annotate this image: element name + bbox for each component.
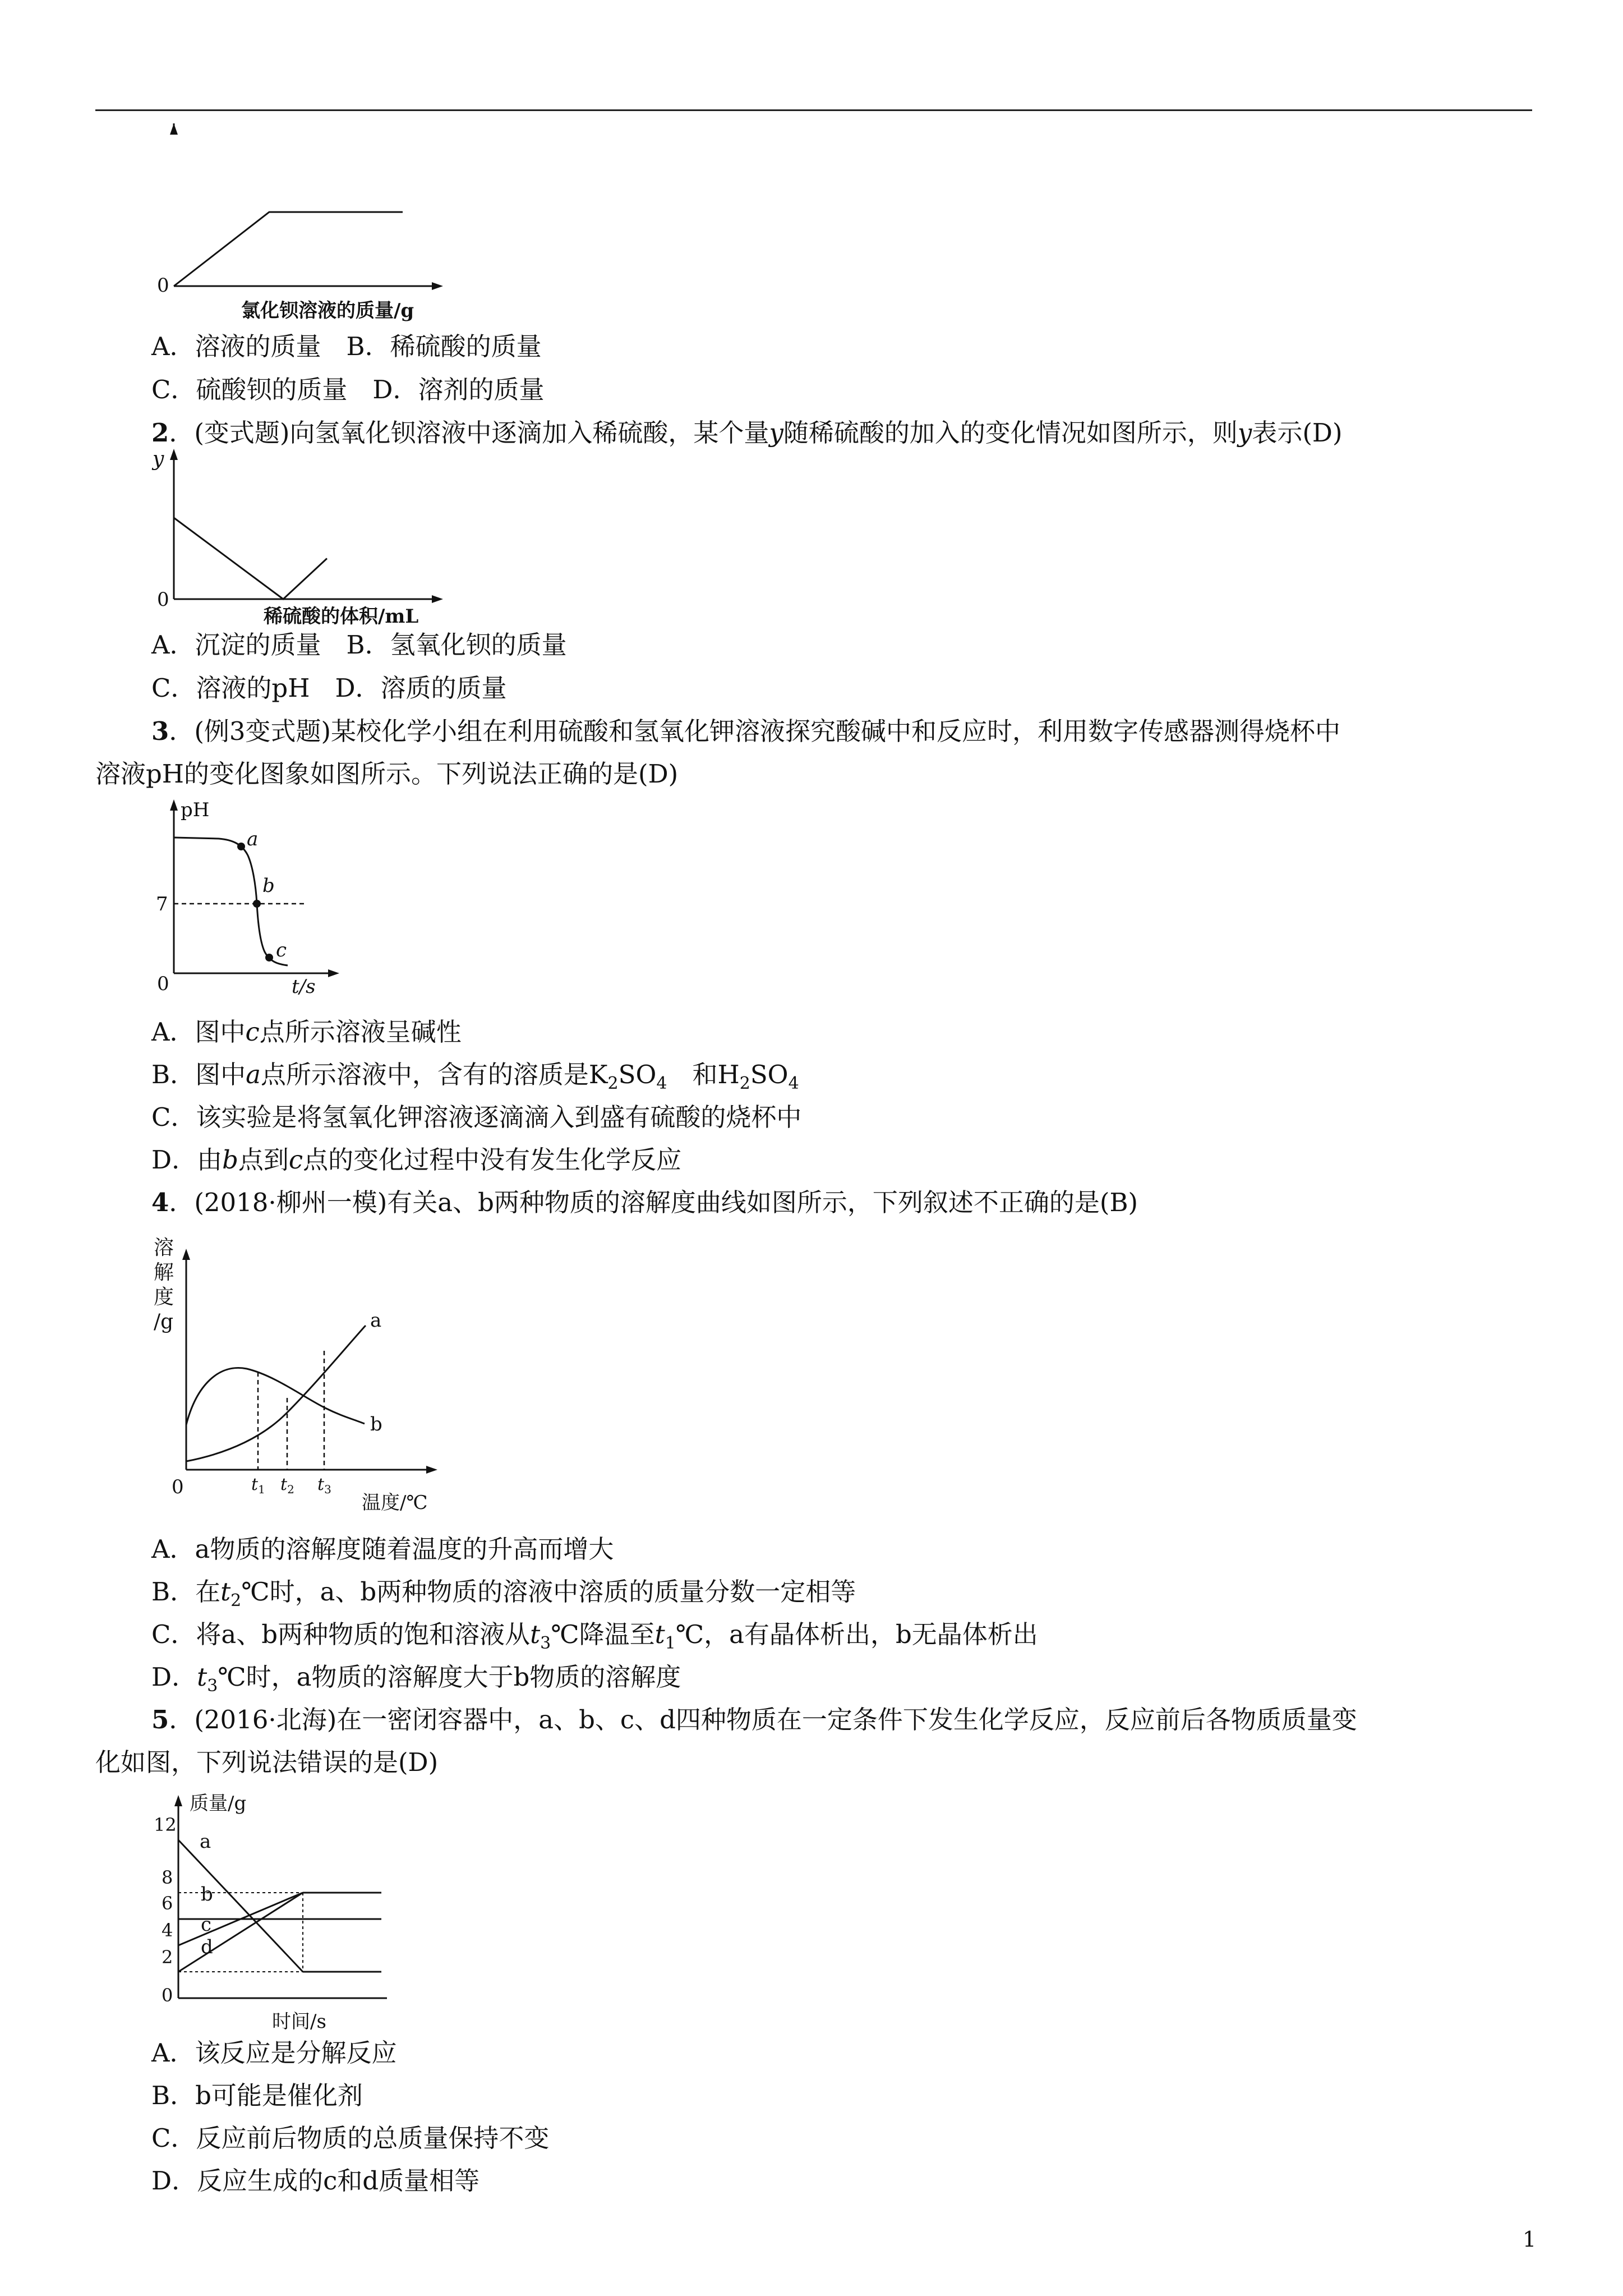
q3-option-c: C．该实验是将氢氧化钾溶液逐滴滴入到盛有硫酸的烧杯中 [151, 1102, 802, 1132]
q2-y-label: y [153, 448, 164, 471]
q5-label-c: c [201, 1913, 212, 1936]
q5-y-label: 质量/g [190, 1792, 247, 1815]
q5-stem-line-2: 化如图，下列说法错误的是(D) [95, 1747, 439, 1777]
q5-label-d: d [201, 1936, 213, 1958]
q5-y-tick-12: 12 [154, 1814, 177, 1835]
q3-origin: 0 [157, 973, 169, 995]
q5-label-a: a [200, 1830, 211, 1853]
q4-curve-b [186, 1368, 365, 1425]
q5-y-tick-2: 2 [162, 1947, 173, 1968]
q1-option-line-1: A．溶液的质量 B．稀硫酸的质量 [151, 332, 542, 361]
q4-option-d: D．$t_3℃$时，a物质的溶解度大于b物质的溶解度 [151, 1662, 681, 1696]
page-number: 1 [1523, 2227, 1537, 2252]
q5-option-a: A．该反应是分解反应 [151, 2038, 397, 2068]
q3-point-c [265, 954, 273, 961]
q4-y-label-4: /g [154, 1310, 174, 1333]
q3-y-tick-7: 7 [156, 893, 168, 915]
q3-point-a [237, 843, 245, 850]
q4-option-c: C．将a、b两种物质的饱和溶液从$t_3℃$降温至$t_1℃$，a有晶体析出，b无晶体析出 [151, 1619, 1038, 1653]
q4-label-a: a [370, 1309, 382, 1332]
q4-y-label-3: 度 [154, 1286, 174, 1309]
q3-label-c: c [276, 939, 287, 961]
q3-x-label: t/s [292, 976, 316, 998]
q4-option-a: A．a物质的溶解度随着温度的升高而增大 [151, 1534, 614, 1564]
q2-graph [151, 449, 465, 628]
q4-y-label-2: 解 [154, 1261, 174, 1284]
q5-option-d: D．反应生成的c和d质量相等 [151, 2166, 480, 2196]
q5-y-tick-0: 0 [162, 1985, 173, 2006]
q3-option-d: D．由b点到c点的变化过程中没有发生化学反应 [151, 1145, 682, 1175]
q4-tick-t1: $t_1$ [251, 1475, 265, 1496]
q5-stem-line-1: 5．(2016·北海)在一密闭容器中，a、b、c、d四种物质在一定条件下发生化学反应，反应前后各物质质量变 [151, 1705, 1357, 1734]
q4-label-b: b [370, 1413, 382, 1435]
q4-x-label: 温度/℃ [362, 1492, 428, 1514]
q4-curve-a [186, 1326, 366, 1461]
q4-option-b: B．在$t_2℃$时，a、b两种物质的溶液中溶质的质量分数一定相等 [151, 1577, 856, 1611]
q3-stem-line-2: 溶液pH的变化图象如图所示。下列说法正确的是(D) [95, 759, 679, 789]
q5-y-tick-4: 4 [162, 1920, 173, 1941]
q5-x-label: 时间/s [272, 2010, 326, 2033]
q3-label-a: a [247, 828, 259, 850]
q3-stem-line-1: 3．(例3变式题)某校化学小组在利用硫酸和氢氧化钾溶液探究酸碱中和反应时，利用数字传感器测得烧杯中 [151, 716, 1341, 746]
q4-origin: 0 [172, 1476, 184, 1498]
q1-x-label: 氯化钡溶液的质量/g [241, 300, 414, 322]
q5-line-d [178, 1893, 303, 1972]
q4-graph [151, 1234, 454, 1526]
q3-point-b [253, 900, 261, 908]
q2-stem: 2．(变式题)向氢氧化钡溶液中逐滴加入稀硫酸，某个量y随稀硫酸的加入的变化情况如图所示，则y表示(D) [151, 418, 1343, 448]
q3-graph [151, 799, 353, 996]
q4-stem: 4．(2018·柳州一模)有关a、b两种物质的溶解度曲线如图所示，下列叙述不正确的是(B) [151, 1188, 1138, 1217]
q2-number: 2 [151, 418, 169, 448]
q3-curve [174, 838, 288, 965]
q2-curve [174, 518, 327, 599]
q2-option-line-1: A．沉淀的质量 B．氢氧化钡的质量 [151, 630, 567, 660]
q4-tick-t2: $t_2$ [280, 1475, 294, 1496]
q5-y-tick-8: 8 [162, 1867, 173, 1888]
q5-line-a [178, 1840, 303, 1972]
q4-tick-t3: $t_3$ [317, 1475, 331, 1496]
q2-origin: 0 [157, 588, 169, 611]
q5-option-b: B．b可能是催化剂 [151, 2081, 363, 2110]
header-rule [95, 109, 1532, 111]
q2-x-label: 稀硫酸的体积/mL [264, 605, 419, 628]
q1-graph [151, 123, 443, 325]
q1-x-arrow [432, 282, 443, 290]
q1-origin: 0 [157, 274, 169, 297]
q5-graph [151, 1789, 409, 2031]
q5-y-tick-6: 6 [162, 1893, 173, 1914]
q1-y-arrow [170, 123, 178, 135]
q2-option-line-2: C．溶液的pH D．溶质的质量 [151, 673, 507, 703]
q1-option-line-2: C．硫酸钡的质量 D．溶剂的质量 [151, 375, 545, 404]
q4-y-label-1: 溶 [154, 1236, 174, 1259]
q3-option-b: B．图中a点所示溶液中，含有的溶质是$K_2SO_4$ 和$H_2SO_4$ [151, 1060, 799, 1093]
q3-label-b: b [262, 875, 275, 897]
q1-curve [174, 212, 403, 286]
q3-y-label: pH [181, 799, 210, 821]
q5-option-c: C．反应前后物质的总质量保持不变 [151, 2123, 550, 2153]
q3-option-a: A．图中c点所示溶液呈碱性 [151, 1017, 462, 1047]
q5-label-b: b [201, 1883, 213, 1906]
